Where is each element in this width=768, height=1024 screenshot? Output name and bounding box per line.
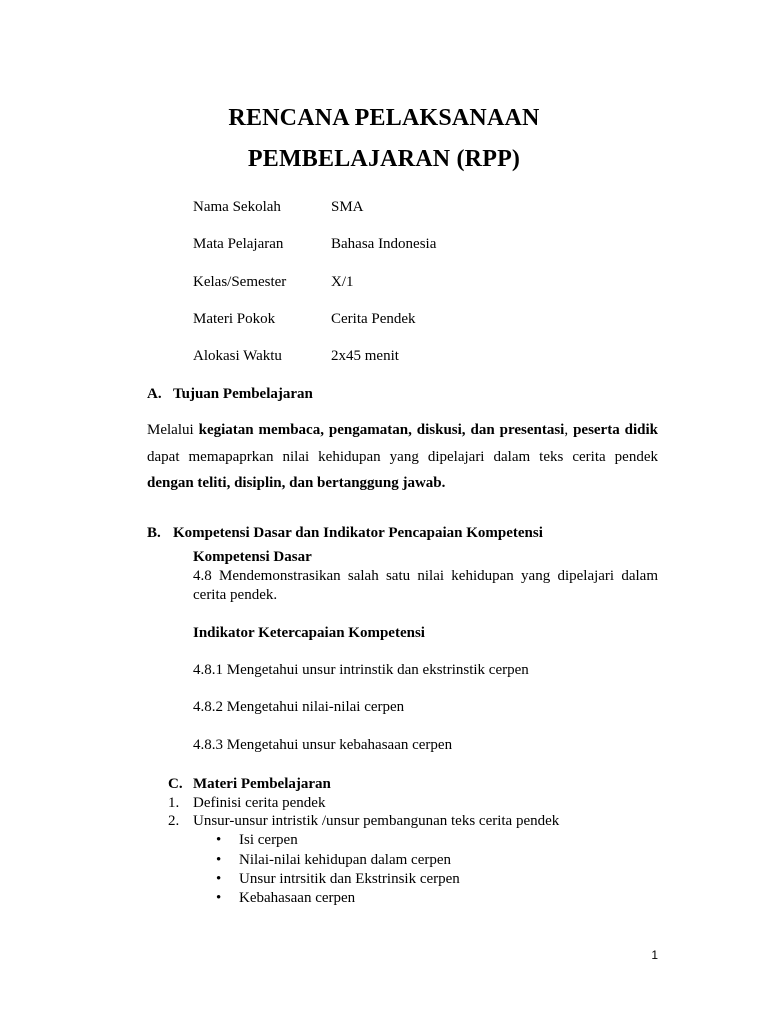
kd-text-line-1: 4.8 Mendemonstrasikan salah satu nilai kehidupan yang dipelajari dalam — [193, 568, 658, 584]
bullet-item — [216, 832, 298, 849]
section-a-letter: A. — [147, 386, 162, 402]
info-label-class: Kelas/Semester — [193, 274, 287, 290]
section-a-paragraph-line-2: dapat memapaprkan nilai kehidupan yang dipelajari dalam teks cerita pendek — [147, 449, 658, 465]
bold-text-run: peserta didik — [573, 422, 659, 438]
indicator-item: 4.8.1 Mengetahui unsur intrinstik dan ekstrinstik cerpen — [193, 662, 529, 678]
kd-text-line-2: cerita pendek. — [193, 587, 278, 603]
bullet-icon: • — [216, 890, 222, 906]
info-value-topic: Cerita Pendek — [331, 311, 416, 327]
material-item-number: 2. — [168, 813, 180, 829]
text-run: , — [564, 422, 574, 438]
section-a-title: Tujuan Pembelajaran — [173, 386, 313, 402]
text-run: Melalui — [147, 422, 199, 438]
kd-heading: Kompetensi Dasar — [193, 549, 312, 565]
material-item-2 — [168, 813, 559, 830]
bullet-text: Nilai-nilai kehidupan dalam cerpen — [239, 852, 451, 868]
section-a-heading — [147, 386, 313, 403]
bullet-text: Unsur intrsitik dan Ekstrinsik cerpen — [239, 871, 460, 887]
bullet-icon: • — [216, 871, 222, 887]
bullet-icon: • — [216, 852, 222, 868]
info-label-topic: Materi Pokok — [193, 311, 276, 327]
section-c-letter: C. — [168, 776, 183, 792]
title-line-1: RENCANA PELAKSANAAN — [228, 105, 540, 131]
bold-text-run: kegiatan membaca, pengamatan, diskusi, dan presentasi — [198, 422, 565, 438]
info-label-subject: Mata Pelajaran — [193, 236, 284, 252]
material-item-number: 1. — [168, 795, 180, 811]
section-b-heading — [147, 525, 543, 542]
title-line-2: PEMBELAJARAN (RPP) — [247, 146, 521, 172]
indicator-heading: Indikator Ketercapaian Kompetensi — [193, 625, 425, 641]
bullet-icon: • — [216, 832, 222, 848]
section-c-heading — [168, 776, 331, 793]
material-item-text: Unsur-unsur intristik /unsur pembangunan teks cerita pendek — [193, 813, 560, 829]
bullet-item — [216, 890, 355, 907]
section-c-title: Materi Pembelajaran — [193, 776, 331, 792]
info-label-time: Alokasi Waktu — [193, 348, 282, 364]
info-value-subject: Bahasa Indonesia — [331, 236, 437, 252]
section-b-letter: B. — [147, 525, 161, 541]
info-label-school: Nama Sekolah — [193, 199, 281, 215]
info-value-class: X/1 — [331, 274, 354, 290]
material-item-text: Definisi cerita pendek — [193, 795, 326, 811]
indicator-item: 4.8.2 Mengetahui nilai-nilai cerpen — [193, 699, 405, 715]
section-a-paragraph-line-3: dengan teliti, disiplin, dan bertanggung jawab. — [147, 475, 446, 491]
section-a-paragraph-line-1 — [147, 422, 658, 439]
material-item-1 — [168, 795, 325, 812]
section-b-title: Kompetensi Dasar dan Indikator Pencapaian Kompetensi — [173, 525, 543, 541]
bullet-text: Kebahasaan cerpen — [239, 890, 356, 906]
indicator-item: 4.8.3 Mengetahui unsur kebahasaan cerpen — [193, 737, 453, 753]
bullet-item — [216, 871, 460, 888]
info-value-school: SMA — [331, 199, 364, 215]
page-number: 1 — [651, 948, 658, 962]
info-value-time: 2x45 menit — [331, 348, 399, 364]
bullet-text: Isi cerpen — [239, 832, 298, 848]
bullet-item — [216, 852, 451, 869]
